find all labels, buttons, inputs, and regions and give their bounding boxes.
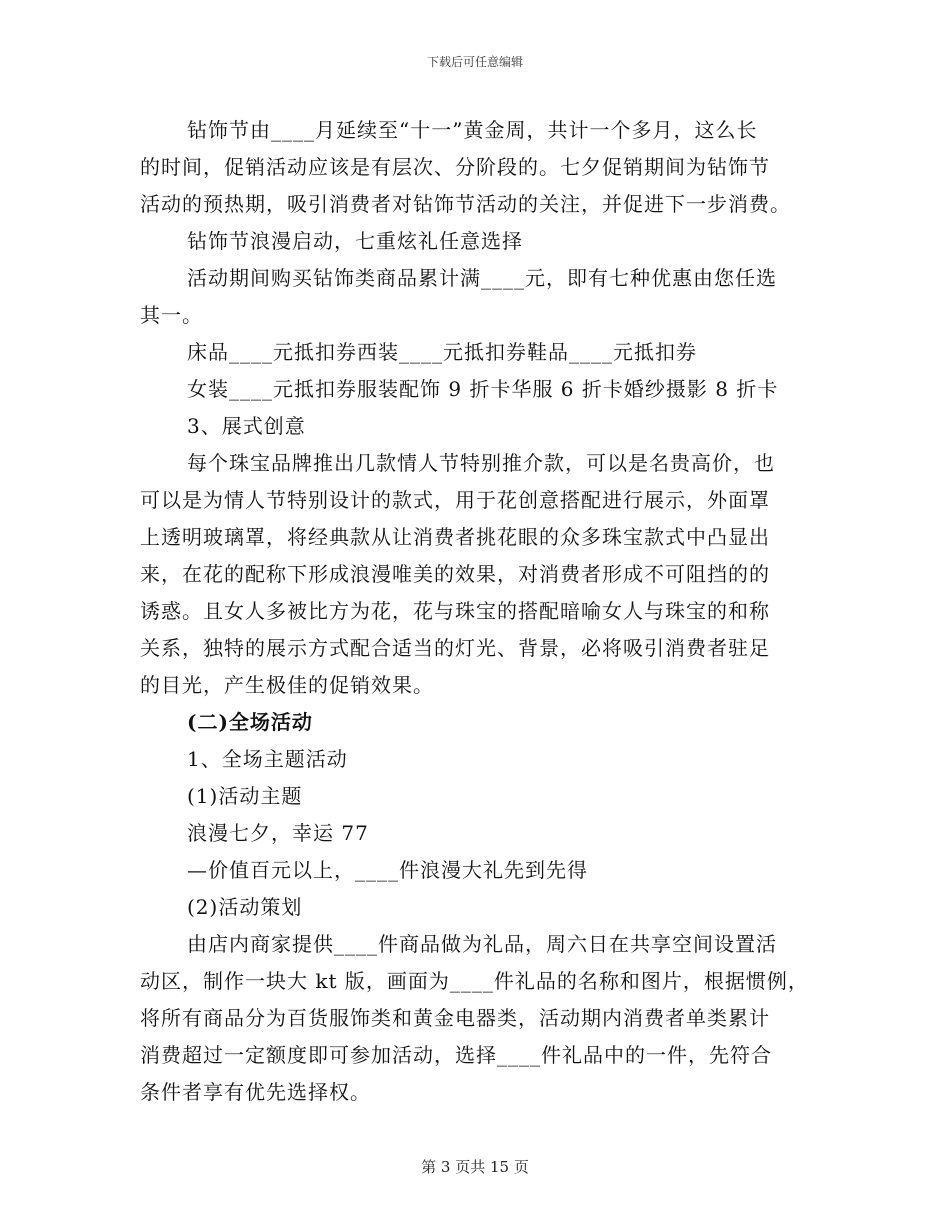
- paragraph-line: 关系，独特的展示方式配合适当的灯光、背景，必将吸引消费者驻足: [140, 636, 770, 660]
- page-header: 下载后可任意编辑: [426, 55, 523, 69]
- paragraph-line: 浪漫七夕，幸运 77: [187, 821, 369, 845]
- paragraph-line: 动区，制作一块大 kt 版，画面为____件礼品的名称和图片，根据惯例，: [140, 969, 809, 993]
- paragraph-line: 其一。: [140, 303, 203, 327]
- section-heading: (1)活动主题: [187, 784, 303, 808]
- paragraph-line: 诱惑。且女人多被比方为花，花与珠宝的搭配暗喻女人与珠宝的和称: [140, 599, 770, 623]
- paragraph-line: 每个珠宝品牌推出几款情人节特别推介款，可以是名贵高价，也: [187, 451, 775, 475]
- paragraph-line: 活动的预热期，吸引消费者对钻饰节活动的关注，并促进下一步消费。: [140, 192, 791, 216]
- section-heading: 3、展式创意: [187, 414, 306, 438]
- paragraph-line: 来，在花的配称下形成浪漫唯美的效果，对消费者形成不可阻挡的的: [140, 562, 770, 586]
- paragraph-line: 上透明玻璃罩，将经典款从让消费者挑花眼的众多珠宝款式中凸显出: [140, 525, 770, 549]
- paragraph-line: 的时间，促销活动应该是有层次、分阶段的。七夕促销期间为钻饰节: [140, 155, 770, 179]
- paragraph-line: 床品____元抵扣券西装____元抵扣券鞋品____元抵扣券: [187, 340, 697, 364]
- section-heading: (2)活动策划: [187, 895, 303, 919]
- section-heading: 1、全场主题活动: [187, 747, 348, 771]
- paragraph-line: 将所有商品分为百货服饰类和黄金电器类，活动期内消费者单类累计: [140, 1006, 770, 1030]
- paragraph-line: —价值百元以上，____件浪漫大礼先到先得: [187, 858, 588, 882]
- paragraph-line: 女装____元抵扣券服装配饰 9 折卡华服 6 折卡婚纱摄影 8 折卡: [187, 377, 779, 401]
- paragraph-line: 钻饰节浪漫启动，七重炫礼任意选择: [187, 229, 523, 253]
- paragraph-line: 消费超过一定额度即可参加活动，选择____件礼品中的一件，先符合: [140, 1043, 772, 1067]
- section-heading: (二)全场活动: [187, 710, 313, 734]
- paragraph-line: 钻饰节由____月延续至“十一”黄金周，共计一个多月，这么长: [187, 118, 758, 142]
- paragraph-line: 活动期间购买钻饰类商品累计满____元，即有七种优惠由您任选: [187, 266, 777, 290]
- paragraph-line: 条件者享有优先选择权。: [140, 1080, 371, 1104]
- paragraph-line: 的目光，产生极佳的促销效果。: [140, 673, 434, 697]
- paragraph-line: 可以是为情人节特别设计的款式，用于花创意搭配进行展示，外面罩: [140, 488, 770, 512]
- page-footer: 第 3 页共 15 页: [421, 1158, 529, 1176]
- paragraph-line: 由店内商家提供____件商品做为礼品，周六日在共享空间设置活: [187, 932, 777, 956]
